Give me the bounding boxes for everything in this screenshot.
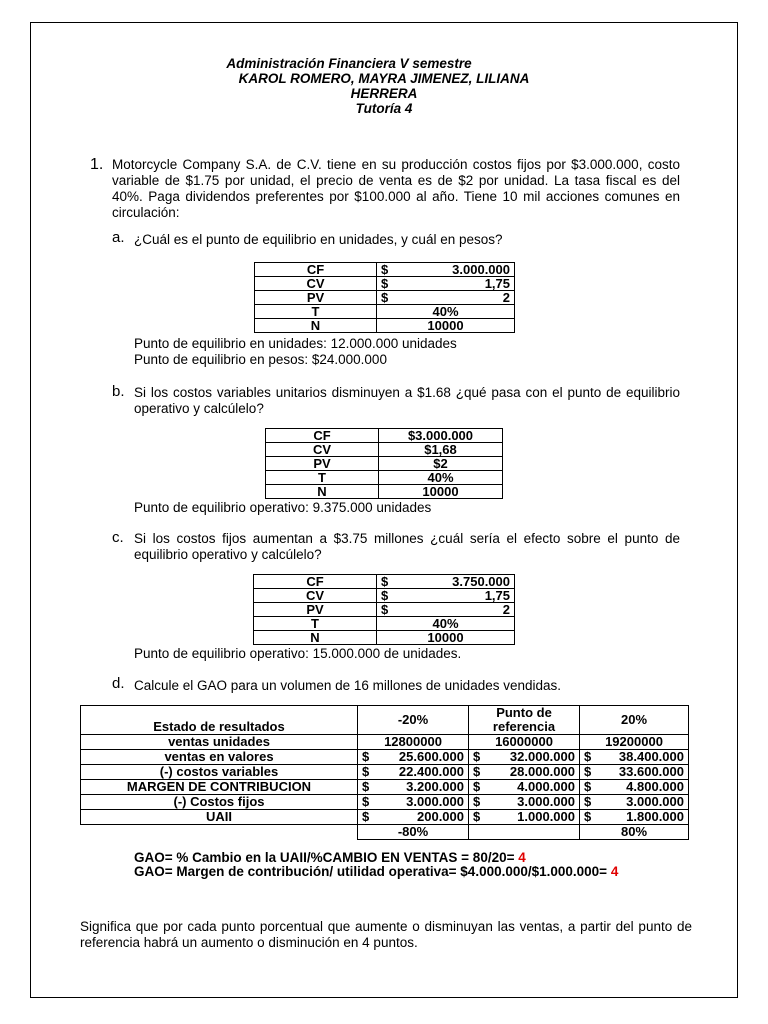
cell-label: N <box>254 631 377 645</box>
table-row <box>255 263 515 277</box>
table-row <box>255 277 515 291</box>
amount: 22.400.000 <box>398 764 464 779</box>
value-cell <box>469 750 580 765</box>
cell-value: 40% <box>377 305 515 319</box>
currency-symbol: $ <box>362 809 370 824</box>
cell-label: N <box>255 319 377 333</box>
table-row <box>254 575 515 589</box>
value-cell: 16000000 <box>469 735 580 750</box>
cell-label: CF <box>266 429 379 443</box>
cell-value: $3.000.000 <box>379 429 503 443</box>
amount: 4.000.000 <box>517 779 575 794</box>
row-label: MARGEN DE CONTRIBUCION <box>81 780 358 795</box>
table-row <box>81 765 689 780</box>
amount: 28.000.000 <box>509 764 575 779</box>
cell-label: PV <box>255 291 377 305</box>
part-a-result-units: Punto de equilibrio en unidades: 12.000.000 unidades <box>134 336 457 351</box>
cell-value: $1,68 <box>379 443 503 457</box>
currency-symbol: $ <box>362 764 370 779</box>
currency-symbol: $ <box>473 779 481 794</box>
part-a-question: ¿Cuál es el punto de equilibrio en unidades, y cuál en pesos? <box>134 232 503 247</box>
cell-value: 1,75 <box>484 588 510 603</box>
income-statement-table <box>80 705 689 840</box>
header-line-2: KAROL ROMERO, MAYRA JIMENEZ, LILIANA <box>238 71 530 86</box>
table-row <box>254 603 515 617</box>
currency-symbol: $ <box>362 749 370 764</box>
cell-label: CF <box>255 263 377 277</box>
cell-value: 2 <box>502 602 510 617</box>
value-cell <box>469 795 580 810</box>
row-label: ventas unidades <box>81 735 358 750</box>
amount: 3.000.000 <box>406 794 464 809</box>
currency-symbol: $ <box>584 764 592 779</box>
change-cell: -80% <box>358 825 469 840</box>
cell-value: 1,75 <box>484 276 510 291</box>
table-row <box>81 735 689 750</box>
currency-symbol: $ <box>362 779 370 794</box>
value-cell: 19200000 <box>580 735 689 750</box>
part-c-question: Si los costos fijos aumentan a $3.75 millones ¿cuál sería el efecto sobre el punto de equilibrio operativo y calcúlelo? <box>134 531 680 562</box>
table-row <box>81 750 689 765</box>
amount: 1.000.000 <box>517 809 575 824</box>
part-b-letter: b. <box>112 383 125 400</box>
value-cell <box>358 795 469 810</box>
cell-label: PV <box>266 457 379 471</box>
header-cell: Punto de referencia <box>469 706 580 735</box>
amount: 1.800.000 <box>626 809 684 824</box>
cell-value: 2 <box>502 290 510 305</box>
value-cell <box>358 765 469 780</box>
cell-currency: $ <box>381 290 389 305</box>
header-line-4: Tutoría 4 <box>355 101 413 116</box>
table-header-row <box>81 706 689 735</box>
cell-label: CV <box>266 443 379 457</box>
cell-value: 3.750.000 <box>452 574 510 589</box>
cell-label: PV <box>254 603 377 617</box>
empty-cell <box>81 825 358 840</box>
change-cell: 80% <box>580 825 689 840</box>
currency-symbol: $ <box>473 764 481 779</box>
table-row <box>81 795 689 810</box>
cell-label: CF <box>254 575 377 589</box>
problem-number: 1. <box>90 156 104 173</box>
part-b-question: Si los costos variables unitarios disminuyen a $1.68 ¿qué pasa con el punto de equilibrio operativo y calcúlelo? <box>134 385 680 416</box>
part-d-letter: d. <box>112 675 125 692</box>
header-cell: Estado de resultados <box>81 706 358 735</box>
cell-label: T <box>255 305 377 319</box>
table-row <box>266 457 503 471</box>
amount: 33.600.000 <box>618 764 684 779</box>
row-label: (-) costos variables <box>81 765 358 780</box>
header-cell: -20% <box>358 706 469 735</box>
amount: 38.400.000 <box>618 749 684 764</box>
cell-value: 40% <box>379 471 503 485</box>
cell-label: T <box>254 617 377 631</box>
problem-text: Motorcycle Company S.A. de C.V. tiene en su producción costos fijos por $3.000.000, costo variable de $1.75 por unidad, el precio de venta es de $2 por unidad. La tasa fiscal es del 40%. Paga dividendos preferentes por $100.000 al año. Tiene 10 mil acciones comunes en circulación: <box>112 157 680 220</box>
gao-formula-1-text: GAO= % Cambio en la UAII/%CAMBIO EN VENTAS = 80/20= <box>134 850 519 865</box>
gao-formula-2-text: GAO= Margen de contribución/ utilidad operativa= $4.000.000/$1.000.000= <box>134 864 611 879</box>
amount: 25.600.000 <box>398 749 464 764</box>
part-b-result: Punto de equilibrio operativo: 9.375.000 unidades <box>134 500 432 515</box>
row-label: ventas en valores <box>81 750 358 765</box>
currency-symbol: $ <box>473 809 481 824</box>
table-row <box>255 305 515 319</box>
value-cell <box>469 765 580 780</box>
part-c-letter: c. <box>112 529 124 546</box>
value-cell <box>580 780 689 795</box>
header-cell: 20% <box>580 706 689 735</box>
value-cell <box>580 795 689 810</box>
part-a-letter: a. <box>112 229 125 246</box>
table-row <box>254 631 515 645</box>
table-row <box>254 617 515 631</box>
cell-currency: $ <box>381 574 389 589</box>
currency-symbol: $ <box>584 809 592 824</box>
cell-currency: $ <box>381 262 389 277</box>
header-line-3: HERRERA <box>350 86 418 101</box>
gao-formula-1 <box>134 850 526 865</box>
currency-symbol: $ <box>584 794 592 809</box>
cell-value: 10000 <box>377 319 515 333</box>
amount: 3.000.000 <box>517 794 575 809</box>
cell-value: $2 <box>379 457 503 471</box>
currency-symbol: $ <box>473 794 481 809</box>
amount: 3.000.000 <box>626 794 684 809</box>
part-c-table <box>253 574 515 645</box>
currency-symbol: $ <box>584 749 592 764</box>
cell-value: 10000 <box>377 631 515 645</box>
table-row <box>81 780 689 795</box>
amount: 32.000.000 <box>509 749 575 764</box>
part-d-question: Calcule el GAO para un volumen de 16 millones de unidades vendidas. <box>134 678 562 693</box>
cell-currency: $ <box>381 276 389 291</box>
currency-symbol: $ <box>473 749 481 764</box>
gao-formula-1-value: 4 <box>518 850 526 865</box>
cell-label: N <box>266 485 379 499</box>
cell-currency: $ <box>381 602 389 617</box>
table-row <box>81 810 689 825</box>
value-cell: 12800000 <box>358 735 469 750</box>
table-row <box>81 825 689 840</box>
table-row <box>266 443 503 457</box>
gao-formula-2-value: 4 <box>610 864 619 879</box>
amount: 200.000 <box>417 809 464 824</box>
table-row <box>255 291 515 305</box>
cell-value: 10000 <box>379 485 503 499</box>
row-label: UAII <box>81 810 358 825</box>
change-cell <box>469 825 580 840</box>
value-cell <box>469 780 580 795</box>
cell-label: CV <box>254 589 377 603</box>
conclusion-paragraph: Significa que por cada punto porcentual que aumente o disminuyan las ventas, a partir del punto de referencia habrá un aumento o disminución en 4 puntos. <box>80 919 692 950</box>
currency-symbol: $ <box>362 794 370 809</box>
part-b-table <box>265 428 503 499</box>
value-cell <box>580 750 689 765</box>
value-cell <box>358 780 469 795</box>
row-label: (-) Costos fijos <box>81 795 358 810</box>
part-c-result: Punto de equilibrio operativo: 15.000.000 de unidades. <box>134 646 462 661</box>
amount: 4.800.000 <box>626 779 684 794</box>
table-row <box>266 485 503 499</box>
value-cell <box>358 750 469 765</box>
value-cell <box>358 810 469 825</box>
cell-label: T <box>266 471 379 485</box>
value-cell <box>469 810 580 825</box>
cell-value: 3.000.000 <box>452 262 510 277</box>
gao-formula-2 <box>134 864 618 879</box>
part-a-table <box>254 262 515 333</box>
header-line-1: Administración Financiera V semestre <box>226 56 472 71</box>
cell-currency: $ <box>381 588 389 603</box>
amount: 3.200.000 <box>406 779 464 794</box>
part-a-result-pesos: Punto de equilibrio en pesos: $24.000.000 <box>134 352 387 367</box>
currency-symbol: $ <box>584 779 592 794</box>
table-row <box>266 471 503 485</box>
document-title <box>0 56 768 116</box>
cell-label: CV <box>255 277 377 291</box>
table-row <box>254 589 515 603</box>
cell-value: 40% <box>377 617 515 631</box>
table-row <box>266 429 503 443</box>
value-cell <box>580 810 689 825</box>
value-cell <box>580 765 689 780</box>
table-row <box>255 319 515 333</box>
